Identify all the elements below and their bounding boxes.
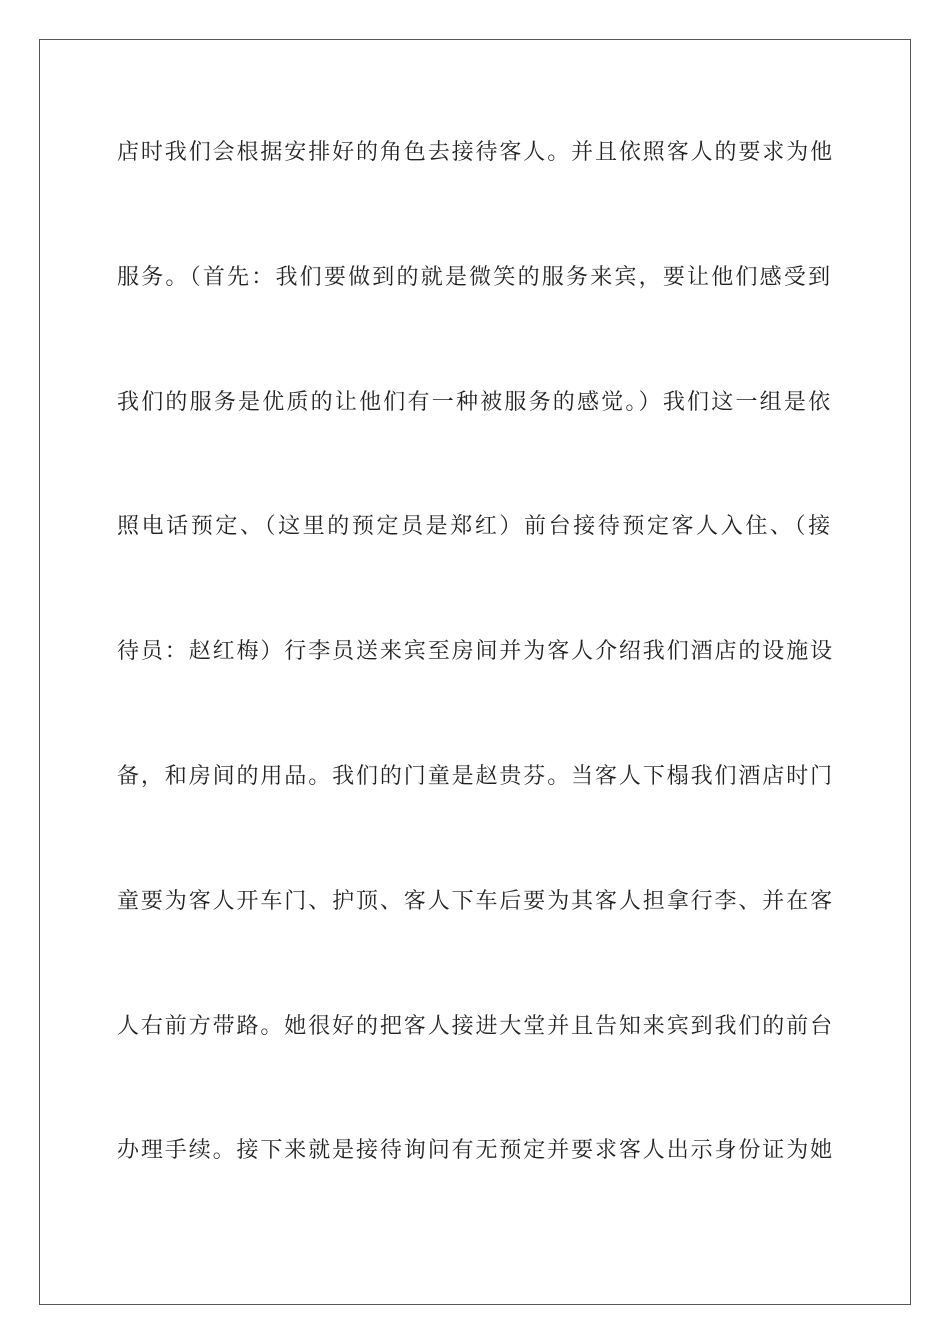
- document-body: [117, 128, 835, 1251]
- text-line: 店时我们会根据安排好的角色去接待客人。并且依照客人的要求为他: [117, 140, 835, 165]
- text-line: 待员：赵红梅）行李员送来宾至房间并为客人介绍我们酒店的设施设: [117, 639, 835, 665]
- text-line: 童要为客人开车门、护顶、客人下车后要为其客人担拿行李、并在客: [117, 888, 835, 914]
- text-line: 人右前方带路。她很好的把客人接进大堂并且告知来宾到我们的前台: [117, 1013, 835, 1039]
- text-line: 服务。（首先：我们要做到的就是微笑的服务来宾，要让他们感受到: [117, 264, 832, 290]
- text-line: 我们的服务是优质的让他们有一种被服务的感觉。）我们这一组是依: [117, 389, 832, 415]
- text-line: 照电话预定、（这里的预定员是郑红）前台接待预定客人入住、（接: [117, 514, 832, 540]
- text-line: 办理手续。接下来就是接待询问有无预定并要求客人出示身份证为她: [117, 1138, 835, 1164]
- text-line: 备，和房间的用品。我们的门童是赵贵芬。当客人下榻我们酒店时门: [117, 763, 835, 789]
